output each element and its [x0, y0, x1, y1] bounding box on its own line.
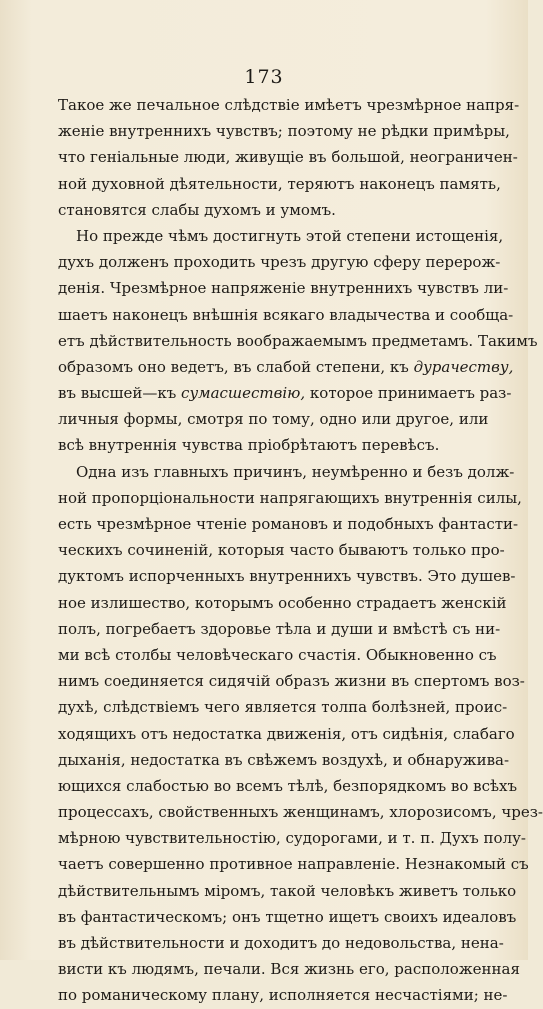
text-line: Одна изъ главныхъ причинъ, неумѣренно и безъ долж- — [76, 462, 515, 481]
text-line: нимъ соединяется сидячій образъ жизни въ спертомъ воз- — [58, 672, 525, 691]
text-line: становятся слабы духомъ и умомъ. — [58, 200, 336, 219]
text-line — [58, 354, 514, 380]
text-segment: въ высшей—къ — [58, 384, 182, 403]
text-line — [58, 380, 512, 406]
text-line: всѣ внутреннія чувства пріобрѣтаютъ перевѣсъ. — [58, 436, 440, 455]
text-line: ной пропорціональности напрягающихъ внутреннія силы, — [58, 488, 522, 507]
text-line: мѣрною чувствительностію, судорогами, и т. п. Духъ полу- — [58, 829, 526, 848]
text-line: ческихъ сочиненій, которыя часто бываютъ только про- — [58, 541, 505, 560]
text-line: что геніальные люди, живущіе въ большой, неограничен- — [58, 148, 518, 167]
text-line: чаетъ совершенно противное направленіе. Незнакомый съ — [58, 855, 529, 874]
text-line: личныя формы, смотря по тому, одно или другое, или — [58, 410, 489, 429]
text-line: ной духовной дѣятельности, теряютъ наконецъ память, — [58, 174, 501, 193]
text-line: ходящихъ отъ недостатка движенія, отъ сидѣнія, слабаго — [58, 724, 515, 743]
italic-term: дурачеству, — [413, 357, 514, 376]
text-line: Но прежде чѣмъ достигнуть этой степени истощенія, — [76, 226, 504, 245]
text-line: шаетъ наконецъ внѣшнія всякаго владычества и сообща- — [58, 305, 514, 324]
text-line: въ фантастическомъ; онъ тщетно ищетъ своихъ идеаловъ — [58, 907, 517, 926]
italic-term: сумасшествію, — [181, 384, 306, 403]
text-line: ное излишество, которымъ особенно страдаетъ женскій — [58, 593, 507, 612]
text-line: ми всѣ столбы человѣческаго счастія. Обыкновенно съ — [58, 645, 497, 664]
text-line: дыханія, недостатка въ свѣжемъ воздухѣ, и обнаружива- — [58, 750, 510, 769]
text-line: по романическому плану, исполняется несчастіями; не- — [58, 986, 508, 1005]
text-line: дѣйствительнымъ міромъ, такой человѣкъ живетъ только — [58, 881, 517, 900]
text-line: духѣ, слѣдствіемъ чего является толпа болѣзней, проис- — [58, 698, 508, 717]
text-line: Такое же печальное слѣдствіе имѣетъ чрезмѣрное напря- — [58, 96, 520, 114]
body-text — [58, 92, 543, 1009]
text-line: есть чрезмѣрное чтеніе романовъ и подобныхъ фантасти- — [58, 515, 519, 533]
text-line: дуктомъ испорченныхъ внутреннихъ чувствъ. Это душев- — [58, 567, 516, 586]
text-line: висти къ людямъ, печали. Вся жизнь его, расположенная — [58, 960, 520, 979]
text-line: етъ дѣйствительность воображаемымъ предметамъ. Такимъ — [58, 331, 538, 350]
text-line: духъ долженъ проходить чрезъ другую сферу перерож- — [58, 253, 501, 272]
text-line: денія. Чрезмѣрное напряженіе внутреннихъ чувствъ ли- — [58, 279, 509, 298]
text-line: ющихся слабостью во всемъ тѣлѣ, безпорядкомъ во всѣхъ — [58, 776, 518, 795]
text-line: въ дѣйствительности и доходитъ до недовольства, нена- — [58, 934, 504, 952]
text-segment: образомъ оно ведетъ, въ слабой степени, къ — [58, 357, 414, 376]
page-number: 173 — [244, 66, 284, 88]
text-line: полъ, погребаетъ здоровье тѣла и души и вмѣстѣ съ ни- — [58, 619, 501, 638]
text-line: женіе внутреннихъ чувствъ; поэтому не рѣдки примѣры, — [58, 122, 510, 141]
text-line: процессахъ, свойственныхъ женщинамъ, хлорозисомъ, чрез- — [58, 803, 543, 822]
text-segment: которое принимаетъ раз- — [305, 384, 512, 403]
